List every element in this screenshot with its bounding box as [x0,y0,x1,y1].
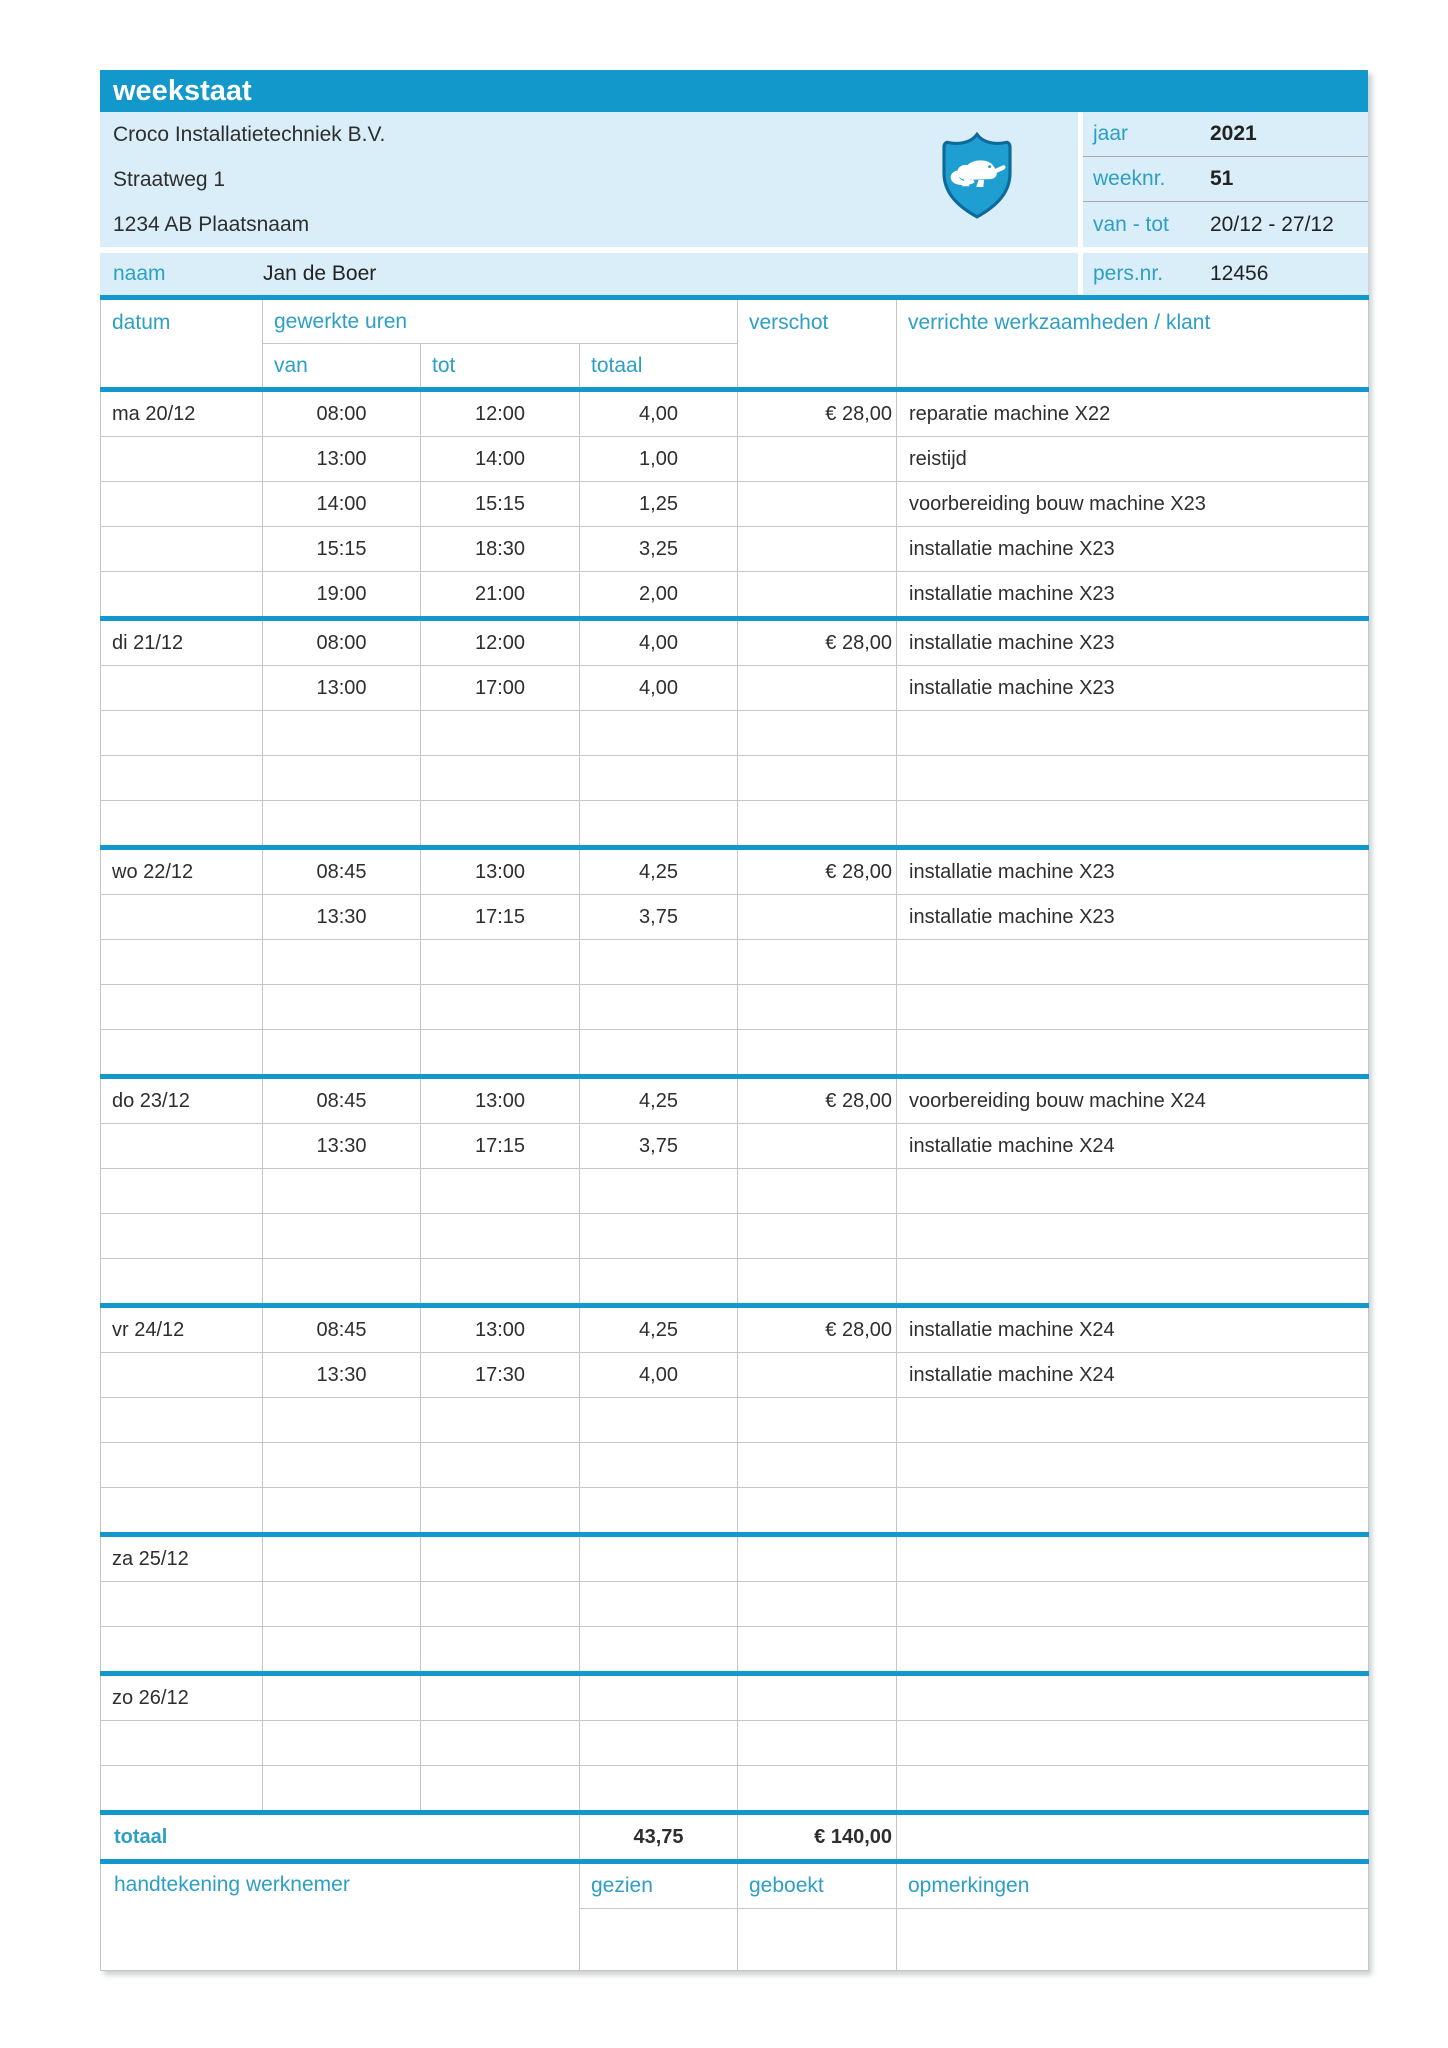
day-row [101,527,1369,572]
page-title: weekstaat [100,70,1368,112]
datum-cell [101,1353,263,1398]
totaal-cell: 3,25 [580,527,738,572]
total-uren: 43,75 [580,1813,738,1862]
tot-cell [421,1398,580,1443]
tot-cell: 17:15 [421,1124,580,1169]
tot-cell [421,1214,580,1259]
totaal-cell [580,940,738,985]
tot-cell: 15:15 [421,482,580,527]
tot-cell [421,711,580,756]
total-row [101,1813,1369,1862]
werkzaamheden-cell [897,1398,1369,1443]
gezien-area [580,1909,738,1971]
header-totaal: totaal [580,344,738,390]
day-row [101,1721,1369,1766]
van-cell: 08:00 [263,390,421,437]
datum-cell [101,1488,263,1535]
tot-cell [421,1488,580,1535]
total-label: totaal [101,1813,580,1862]
van-cell: 19:00 [263,572,421,619]
datum-cell [101,666,263,711]
datum-cell [101,756,263,801]
verschot-cell [738,1169,897,1214]
verschot-cell [738,940,897,985]
tot-cell: 21:00 [421,572,580,619]
opmerkingen-area [897,1909,1369,1971]
datum-cell [101,1398,263,1443]
persnr-value: 12456 [1210,262,1269,285]
datum-cell [101,1766,263,1813]
totaal-cell [580,1169,738,1214]
werkzaamheden-cell [897,1582,1369,1627]
datum-cell [101,985,263,1030]
tot-cell: 13:00 [421,848,580,895]
van-cell [263,1721,421,1766]
van-cell [263,1030,421,1077]
totaal-cell [580,1582,738,1627]
datum-cell [101,895,263,940]
day-row-first [101,390,1369,437]
header-datum: datum [101,298,263,390]
total-empty-cell [897,1813,1369,1862]
persnr-cell [1078,253,1368,295]
verschot-cell [738,711,897,756]
verschot-cell: € 28,00 [738,619,897,666]
tot-cell: 14:00 [421,437,580,482]
van-cell: 13:30 [263,1124,421,1169]
tot-cell [421,756,580,801]
van-cell: 08:00 [263,619,421,666]
datum-cell [101,940,263,985]
van-cell: 13:00 [263,437,421,482]
verschot-cell [738,1721,897,1766]
header-werkzaamheden: verrichte werkzaamheden / klant [897,298,1369,390]
day-row [101,940,1369,985]
totaal-cell [580,1214,738,1259]
company-header [100,112,1368,247]
totaal-cell [580,711,738,756]
van-cell [263,1582,421,1627]
persnr-label: pers.nr. [1093,262,1164,285]
werkzaamheden-cell [897,711,1369,756]
verschot-cell [738,1214,897,1259]
totaal-cell [580,1443,738,1488]
verschot-cell [738,666,897,711]
verschot-cell [738,1124,897,1169]
datum-cell [101,1582,263,1627]
verschot-cell [738,1443,897,1488]
day-row [101,1627,1369,1674]
totaal-cell: 4,25 [580,848,738,895]
tot-cell [421,1030,580,1077]
van-cell: 13:30 [263,1353,421,1398]
header-gewerkte-uren: gewerkte uren [263,298,738,344]
werkzaamheden-cell: installatie machine X23 [897,527,1369,572]
datum-cell: zo 26/12 [101,1674,263,1721]
timesheet-header [101,298,1369,390]
vantot-label: van - tot [1093,212,1169,236]
timesheet-body [101,390,1369,1813]
day-row [101,756,1369,801]
geboekt-label: geboekt [738,1862,897,1909]
verschot-cell [738,1674,897,1721]
day-row [101,1214,1369,1259]
totaal-cell [580,1259,738,1306]
verschot-cell [738,801,897,848]
van-cell [263,985,421,1030]
header-verschot: verschot [738,298,897,390]
datum-cell: do 23/12 [101,1077,263,1124]
opmerkingen-label: opmerkingen [897,1862,1369,1909]
datum-cell: vr 24/12 [101,1306,263,1353]
van-cell [263,711,421,756]
totaal-cell: 1,25 [580,482,738,527]
van-cell: 08:45 [263,1077,421,1124]
werkzaamheden-cell [897,1766,1369,1813]
datum-cell [101,1030,263,1077]
verschot-cell [738,527,897,572]
werkzaamheden-cell: installatie machine X23 [897,619,1369,666]
jaar-value: 2021 [1210,122,1257,145]
totaal-cell [580,1674,738,1721]
datum-cell [101,572,263,619]
van-cell: 08:45 [263,848,421,895]
week-info-panel [1078,112,1368,247]
verschot-cell [738,895,897,940]
datum-cell: ma 20/12 [101,390,263,437]
tot-cell [421,985,580,1030]
van-cell [263,801,421,848]
totaal-cell: 4,00 [580,666,738,711]
day-row [101,1259,1369,1306]
datum-cell [101,711,263,756]
datum-cell [101,1721,263,1766]
day-row [101,895,1369,940]
tot-cell [421,801,580,848]
jaar-label: jaar [1093,122,1129,145]
day-row [101,1169,1369,1214]
day-row [101,801,1369,848]
day-row-first [101,1535,1369,1582]
day-row [101,711,1369,756]
tot-cell [421,1766,580,1813]
crocodile-shield-icon [933,132,1021,220]
werkzaamheden-cell [897,1488,1369,1535]
werkzaamheden-cell: reparatie machine X22 [897,390,1369,437]
total-verschot: € 140,00 [738,1813,897,1862]
header-tot: tot [421,344,580,390]
werkzaamheden-cell [897,1169,1369,1214]
naam-label: naam [113,262,166,285]
naam-value: Jan de Boer [263,262,377,285]
info-row-vantot [1083,202,1368,247]
day-row [101,437,1369,482]
timesheet-table [100,295,1369,1971]
tot-cell [421,1674,580,1721]
verschot-cell [738,756,897,801]
tot-cell [421,1721,580,1766]
tot-cell [421,1169,580,1214]
totaal-cell [580,1535,738,1582]
werkzaamheden-cell [897,1535,1369,1582]
day-row [101,572,1369,619]
werkzaamheden-cell: installatie machine X24 [897,1306,1369,1353]
werkzaamheden-cell: voorbereiding bouw machine X23 [897,482,1369,527]
datum-cell [101,482,263,527]
day-row [101,1030,1369,1077]
employee-name-cell [100,253,1078,295]
van-cell [263,756,421,801]
day-row [101,1582,1369,1627]
werkzaamheden-cell [897,801,1369,848]
tot-cell: 13:00 [421,1306,580,1353]
verschot-cell: € 28,00 [738,390,897,437]
werkzaamheden-cell [897,1721,1369,1766]
totaal-cell: 4,25 [580,1077,738,1124]
werkzaamheden-cell: voorbereiding bouw machine X24 [897,1077,1369,1124]
werkzaamheden-cell: installatie machine X24 [897,1353,1369,1398]
werkzaamheden-cell [897,1030,1369,1077]
day-row [101,1443,1369,1488]
totaal-cell: 4,00 [580,390,738,437]
datum-cell [101,1124,263,1169]
van-cell: 08:45 [263,1306,421,1353]
werkzaamheden-cell [897,756,1369,801]
van-cell [263,1488,421,1535]
datum-cell: wo 22/12 [101,848,263,895]
totaal-cell: 2,00 [580,572,738,619]
tot-cell [421,1443,580,1488]
totaal-cell [580,801,738,848]
tot-cell [421,1259,580,1306]
totaal-cell: 4,00 [580,1353,738,1398]
verschot-cell [738,1353,897,1398]
werkzaamheden-cell [897,1674,1369,1721]
van-cell [263,1214,421,1259]
tot-cell: 18:30 [421,527,580,572]
van-cell [263,1674,421,1721]
day-row-first [101,848,1369,895]
van-cell: 14:00 [263,482,421,527]
datum-cell [101,1627,263,1674]
totaal-cell [580,1030,738,1077]
totaal-cell: 1,00 [580,437,738,482]
verschot-cell [738,1398,897,1443]
van-cell [263,1169,421,1214]
verschot-cell [738,482,897,527]
info-row-weeknr [1083,157,1368,202]
van-cell [263,940,421,985]
totaal-cell [580,1721,738,1766]
verschot-cell [738,437,897,482]
company-address-block [100,112,385,247]
verschot-cell [738,1627,897,1674]
werkzaamheden-cell [897,1627,1369,1674]
verschot-cell [738,1488,897,1535]
totaal-cell [580,1488,738,1535]
werkzaamheden-cell [897,1443,1369,1488]
van-cell [263,1443,421,1488]
weekstaat-sheet [100,70,1368,1971]
van-cell [263,1766,421,1813]
verschot-cell [738,1030,897,1077]
werkzaamheden-cell: installatie machine X23 [897,572,1369,619]
van-cell: 13:30 [263,895,421,940]
datum-cell [101,527,263,572]
tot-cell: 12:00 [421,619,580,666]
datum-cell [101,801,263,848]
day-row [101,1398,1369,1443]
verschot-cell [738,1582,897,1627]
verschot-cell [738,1766,897,1813]
tot-cell: 17:30 [421,1353,580,1398]
werkzaamheden-cell [897,1214,1369,1259]
day-row [101,666,1369,711]
day-row [101,1488,1369,1535]
day-row-first [101,619,1369,666]
van-cell [263,1398,421,1443]
vantot-value: 20/12 - 27/12 [1210,212,1334,236]
datum-cell: di 21/12 [101,619,263,666]
day-row [101,1353,1369,1398]
van-cell [263,1627,421,1674]
datum-cell [101,1169,263,1214]
totaal-cell: 4,00 [580,619,738,666]
van-cell: 15:15 [263,527,421,572]
datum-cell [101,1214,263,1259]
verschot-cell: € 28,00 [738,1077,897,1124]
weeknr-value: 51 [1210,167,1234,190]
werkzaamheden-cell: installatie machine X23 [897,666,1369,711]
tot-cell [421,1535,580,1582]
tot-cell [421,940,580,985]
tot-cell: 17:00 [421,666,580,711]
day-row-first [101,1077,1369,1124]
tot-cell [421,1627,580,1674]
day-row-first [101,1306,1369,1353]
weeknr-label: weeknr. [1093,167,1166,190]
verschot-cell: € 28,00 [738,1306,897,1353]
company-street: Straatweg 1 [113,168,226,191]
company-city: 1234 AB Plaatsnaam [113,213,310,236]
datum-cell [101,437,263,482]
van-cell [263,1259,421,1306]
verschot-cell [738,1259,897,1306]
company-name: Croco Installatietechniek B.V. [113,123,386,146]
day-row-first [101,1674,1369,1721]
werkzaamheden-cell: reistijd [897,437,1369,482]
totaal-cell [580,1398,738,1443]
verschot-cell [738,1535,897,1582]
werkzaamheden-cell [897,985,1369,1030]
werkzaamheden-cell: installatie machine X23 [897,895,1369,940]
werkzaamheden-cell: installatie machine X23 [897,848,1369,895]
totaal-cell: 3,75 [580,895,738,940]
verschot-cell: € 28,00 [738,848,897,895]
totaal-cell: 3,75 [580,1124,738,1169]
geboekt-area [738,1909,897,1971]
day-row [101,985,1369,1030]
header-van: van [263,344,421,390]
tot-cell [421,1582,580,1627]
day-row [101,482,1369,527]
footer-label-row [101,1862,1369,1909]
tot-cell: 13:00 [421,1077,580,1124]
datum-cell [101,1443,263,1488]
werkzaamheden-cell: installatie machine X24 [897,1124,1369,1169]
van-cell [263,1535,421,1582]
timesheet-footer [101,1813,1369,1971]
verschot-cell [738,572,897,619]
totaal-cell [580,1627,738,1674]
gezien-label: gezien [580,1862,738,1909]
day-row [101,1766,1369,1813]
totaal-cell [580,1766,738,1813]
totaal-cell [580,756,738,801]
handtekening-cell: handtekening werknemer [101,1862,580,1971]
tot-cell: 17:15 [421,895,580,940]
datum-cell: za 25/12 [101,1535,263,1582]
werkzaamheden-cell [897,1259,1369,1306]
werkzaamheden-cell [897,940,1369,985]
verschot-cell [738,985,897,1030]
employee-row [100,253,1368,295]
datum-cell [101,1259,263,1306]
totaal-cell [580,985,738,1030]
day-row [101,1124,1369,1169]
info-row-jaar [1083,112,1368,157]
totaal-cell: 4,25 [580,1306,738,1353]
tot-cell: 12:00 [421,390,580,437]
van-cell: 13:00 [263,666,421,711]
